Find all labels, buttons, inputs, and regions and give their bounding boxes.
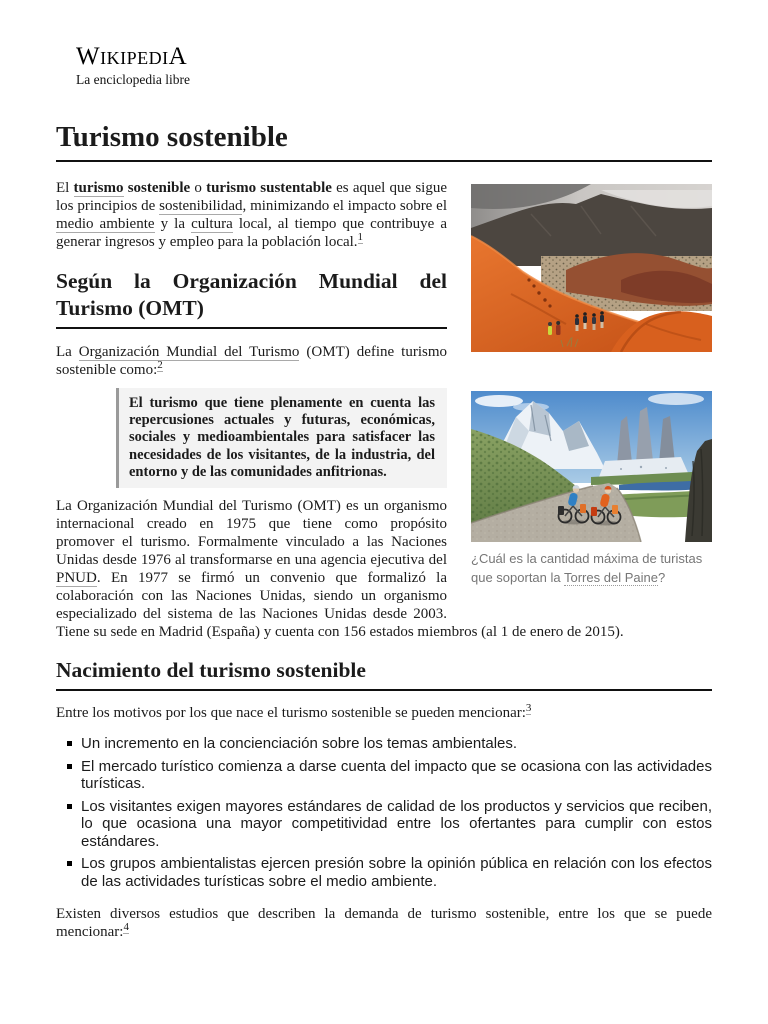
bold-text: turismo sustentable <box>206 180 332 196</box>
inline-link[interactable]: cultura <box>191 216 233 232</box>
estudios-paragraph: Existen diversos estudios que describen la demanda de turismo sostenible, entre los que se puede mencionar:$^4$ <box>56 906 712 941</box>
omt-define-paragraph: La Organización Mundial del Turismo (OMT) define turismo sostenible como:$^2$ <box>56 344 447 378</box>
red-mountain-hikers-photo <box>471 184 712 352</box>
inline-link[interactable]: PNUD <box>56 570 97 587</box>
torres-del-paine-cyclists-photo <box>471 391 712 542</box>
inline-link[interactable]: turismo <box>73 180 124 196</box>
site-header <box>76 44 712 89</box>
figure-red-mountain-hikers[interactable] <box>471 184 712 352</box>
reference-link[interactable]: 3 <box>525 702 532 715</box>
wikipedia-tagline: La enciclopedia libre <box>76 72 190 87</box>
omt-definition-quote: El turismo que tiene plenamente en cuenta las repercusiones actuales y futuras, económicas, sociales y medioambientales para satisfacer las necesidades de los visitantes, de la industria, del entorno y de las comunidades anfitrionas. <box>116 388 447 488</box>
reference-link[interactable]: 4 <box>123 921 129 934</box>
section-heading-nacimiento: Nacimiento del turismo sostenible <box>56 657 712 691</box>
bold-text: sostenible <box>123 180 191 196</box>
reference-link[interactable]: 1 <box>357 231 364 243</box>
figure-caption: ¿Cuál es la cantidad máxima de turistas que soportan la Torres del Paine? <box>471 551 703 585</box>
inline-link[interactable]: Torres del Paine <box>564 570 658 585</box>
intro-paragraph: El turismo sostenible o turismo sustentable es aquel que sigue los principios de sostenibilidad, minimizando el impacto sobre el medio ambiente y la cultura local, al tiempo que contribuye a generar ingresos y empleo para la población local.$^1$ <box>56 180 448 250</box>
omt-body-paragraph: La Organización Mundial del Turismo (OMT) es un organismo internacional creado en 1975 que tiene como propósito promover el turismo. Formalmente vinculado a las Naciones Unidas desde 1976 al transformarse en una agencia ejecutiva del PNUD. En 1977 se firmó un convenio que formalizó la colaboración con las Naciones Unidas, siendo un organismo especializado del sistema de las Naciones Unidas desde 2003. Tiene su sede en Madrid (España) y cuenta con 156 estados miembros (al 1 de enero de 2015). <box>56 498 624 641</box>
list-item: Los grupos ambientalistas ejercen presión sobre la opinión pública en relación con los efectos de las actividades turísticas sobre el medio ambiente. <box>81 855 712 890</box>
wikipedia-logo[interactable]: WikipediA <box>76 43 188 70</box>
list-item: El mercado turístico comienza a darse cuenta del impacto que se ocasiona con las actividades turísticas. <box>81 757 712 793</box>
list-item: Un incremento en la concienciación sobre los temas ambientales. <box>81 735 712 753</box>
motivos-list <box>56 735 712 890</box>
article-content <box>56 121 712 941</box>
reference-link[interactable]: 2 <box>157 359 163 371</box>
inline-link[interactable]: sostenibilidad <box>159 198 243 214</box>
list-item: Los visitantes exigen mayores estándares de calidad de los productos y servicios que reciben, lo que ocasiona una mayor competitividad entre los ofertantes para cumplir con estos estándares. <box>81 797 712 850</box>
inline-link[interactable]: Organización Mundial del Turismo <box>78 344 300 360</box>
inline-link[interactable]: medio ambiente <box>56 216 155 232</box>
motivos-intro-paragraph: Entre los motivos por los que nace el turismo sostenible se pueden mencionar:$^3$ <box>56 702 532 722</box>
section-heading-omt: Según la Organización Mundial del Turismo (OMT) <box>56 268 447 329</box>
page-title: Turismo sostenible <box>56 121 712 162</box>
figure-torres-del-paine-cyclists[interactable] <box>471 391 712 587</box>
